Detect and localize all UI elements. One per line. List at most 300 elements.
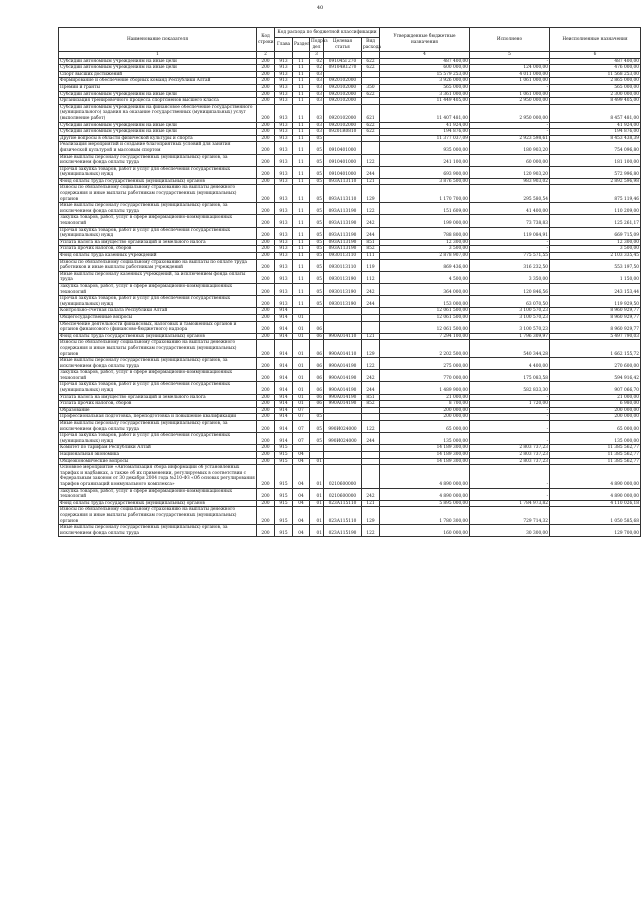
row-executed: 41 400,00 <box>470 203 550 215</box>
row-expense-type <box>362 407 380 414</box>
row-target-article <box>324 445 362 452</box>
row-expense-type: 622 <box>362 122 380 129</box>
row-podrazdel <box>310 308 324 315</box>
row-executed: 3 100 570,23 <box>470 314 550 321</box>
row-expense-type: 851 <box>362 239 380 246</box>
row-glava: 913 <box>275 253 293 260</box>
row-approved: 2 202 500,00 <box>380 340 470 358</box>
row-expense-type <box>362 308 380 315</box>
row-code: 200 <box>257 407 275 414</box>
row-unexecuted: 754 096,80 <box>550 142 641 154</box>
row-expense-type: 244 <box>362 166 380 178</box>
table-row <box>59 333 641 340</box>
row-podrazdel: 03 <box>310 78 324 85</box>
table-row <box>59 308 641 315</box>
row-code: 200 <box>257 129 275 136</box>
row-approved: 14 189 300,00 <box>380 445 470 452</box>
row-glava: 913 <box>275 142 293 154</box>
row-code: 200 <box>257 239 275 246</box>
row-unexecuted: 270 600,00 <box>550 358 641 370</box>
row-executed: 175 083,58 <box>470 370 550 382</box>
row-unexecuted: 21 000,00 <box>550 394 641 401</box>
row-podrazdel: 05 <box>310 246 324 253</box>
row-target-article: 990А014110 <box>324 340 362 358</box>
row-executed: - <box>470 414 550 421</box>
row-razdel: 01 <box>293 333 310 340</box>
row-expense-type: 244 <box>362 296 380 308</box>
row-glava: 913 <box>275 239 293 246</box>
row-glava: 915 <box>275 452 293 459</box>
row-target-article: 0930113190 <box>324 283 362 295</box>
row-executed: 120 903,20 <box>470 166 550 178</box>
row-expense-type: 852 <box>362 401 380 408</box>
row-podrazdel: 05 <box>310 215 324 227</box>
row-podrazdel: 01 <box>310 465 324 488</box>
row-approved: 153 000,00 <box>380 296 470 308</box>
row-name: Иные выплаты персоналу государственных (муниципальных) органов, за исключением фонда оплаты труда <box>59 358 257 370</box>
row-executed: 63 070,50 <box>470 296 550 308</box>
row-glava: 913 <box>275 104 293 122</box>
row-razdel: 11 <box>293 98 310 105</box>
row-unexecuted: 200 000,00 <box>550 407 641 414</box>
row-podrazdel <box>310 314 324 321</box>
table-row <box>59 203 641 215</box>
row-glava: 914 <box>275 340 293 358</box>
row-glava: 914 <box>275 314 293 321</box>
row-unexecuted: 4 890 000,00 <box>550 488 641 500</box>
row-approved: 14 189 300,00 <box>380 452 470 459</box>
row-podrazdel: 03 <box>310 122 324 129</box>
row-expense-type <box>362 98 380 105</box>
table-row <box>59 135 641 142</box>
row-glava: 915 <box>275 500 293 507</box>
row-approved: 364 000,00 <box>380 283 470 295</box>
row-expense-type <box>362 78 380 85</box>
table-row <box>59 500 641 507</box>
column-number <box>293 52 310 59</box>
row-razdel: 11 <box>293 259 310 271</box>
row-name: Уплата налога на имущество организаций и земельного налога <box>59 394 257 401</box>
column-number: 5 <box>470 52 550 59</box>
row-name: Взносы по обязательному социальному страхованию на выплаты денежного содержания и иные выплаты работникам государственных (муниципальных) органов <box>59 185 257 203</box>
row-target-article: 0930113110 <box>324 259 362 271</box>
table-row <box>59 433 641 445</box>
row-name: Общегосударственные вопросы <box>59 314 257 321</box>
row-name: Прочая закупка товаров, работ и услуг для обеспечения государственных (муниципальных) нужд <box>59 382 257 394</box>
row-target-article: 093А113190 <box>324 239 362 246</box>
column-number: 6 <box>550 52 641 59</box>
row-razdel: 04 <box>293 500 310 507</box>
row-expense-type <box>362 142 380 154</box>
row-executed: - <box>470 433 550 445</box>
row-name: Прочая закупка товаров, работ и услуг для обеспечения государственных (муниципальных) нужд <box>59 296 257 308</box>
column-number <box>362 52 380 59</box>
row-code: 200 <box>257 445 275 452</box>
header-code: Код строки <box>257 28 275 52</box>
row-razdel: 11 <box>293 65 310 72</box>
row-name: Фонд оплаты труда государственных (муниципальных) органов <box>59 333 257 340</box>
row-glava: 913 <box>275 129 293 136</box>
row-target-article: 0910401000 <box>324 166 362 178</box>
row-expense-type <box>362 314 380 321</box>
row-code: 200 <box>257 358 275 370</box>
row-code: 200 <box>257 308 275 315</box>
row-executed: - <box>470 421 550 433</box>
row-glava: 913 <box>275 246 293 253</box>
row-code: 200 <box>257 215 275 227</box>
row-name: Иные выплаты персоналу государственных (муниципальных) органов, за исключением фонда оплаты труда <box>59 154 257 166</box>
row-unexecuted: 135 000,00 <box>550 433 641 445</box>
row-unexecuted: 110 209,00 <box>550 203 641 215</box>
row-approved: 770 000,00 <box>380 370 470 382</box>
row-glava: 914 <box>275 414 293 421</box>
row-name: Формирование и обеспечение сборных команд Республики Алтай <box>59 78 257 85</box>
row-unexecuted: 2 103 335,45 <box>550 253 641 260</box>
row-code: 200 <box>257 122 275 129</box>
row-expense-type <box>362 414 380 421</box>
row-expense-type: 122 <box>362 525 380 537</box>
row-approved: 15 579 253,00 <box>380 71 470 78</box>
row-razdel: 11 <box>293 71 310 78</box>
row-razdel: 11 <box>293 296 310 308</box>
row-podrazdel: 06 <box>310 321 324 333</box>
row-target-article <box>324 407 362 414</box>
table-row <box>59 104 641 122</box>
row-executed: - <box>470 58 550 65</box>
page-number: 40 <box>316 5 324 11</box>
row-glava: 913 <box>275 215 293 227</box>
row-unexecuted: 2 892 596,98 <box>550 178 641 185</box>
row-expense-type: 350 <box>362 84 380 91</box>
row-glava: 913 <box>275 65 293 72</box>
row-approved: 11 449 405,00 <box>380 98 470 105</box>
row-expense-type: 244 <box>362 433 380 445</box>
row-target-article <box>324 71 362 78</box>
row-glava: 915 <box>275 488 293 500</box>
row-code: 200 <box>257 65 275 72</box>
row-podrazdel: 06 <box>310 370 324 382</box>
row-name: Иные выплаты персоналу государственных (муниципальных) органов, за исключением фонда оплаты труда <box>59 525 257 537</box>
row-approved: 151 609,00 <box>380 203 470 215</box>
row-razdel: 01 <box>293 370 310 382</box>
row-executed: 1 796 309,97 <box>470 333 550 340</box>
row-approved: 3 876 500,00 <box>380 178 470 185</box>
row-expense-type <box>362 452 380 459</box>
row-podrazdel: 06 <box>310 382 324 394</box>
row-razdel <box>293 445 310 452</box>
row-name: Субсидии автономным учреждениям на иные цели <box>59 129 257 136</box>
table-row <box>59 246 641 253</box>
row-code: 200 <box>257 433 275 445</box>
table-row <box>59 91 641 98</box>
row-glava: 913 <box>275 203 293 215</box>
row-name: Комитет по тарифам Республики Алтай <box>59 445 257 452</box>
row-code: 200 <box>257 98 275 105</box>
row-unexecuted: 594 916,42 <box>550 370 641 382</box>
row-unexecuted: 8 499 405,00 <box>550 98 641 105</box>
row-executed: 540 344,28 <box>470 340 550 358</box>
row-code: 200 <box>257 283 275 295</box>
row-podrazdel: 05 <box>310 433 324 445</box>
table-row <box>59 98 641 105</box>
table-row <box>59 525 641 537</box>
row-target-article <box>324 135 362 142</box>
row-target-article: 990А014190 <box>324 394 362 401</box>
row-expense-type: 621 <box>362 104 380 122</box>
row-expense-type <box>362 71 380 78</box>
table-row <box>59 154 641 166</box>
table-row <box>59 394 641 401</box>
row-name: Иные выплаты персоналу государственных (муниципальных) органов, за исключением фонда оплаты труда <box>59 203 257 215</box>
row-razdel: 04 <box>293 507 310 525</box>
row-name: Прочая закупка товаров, работ и услуг для обеспечения государственных (муниципальных) нужд <box>59 227 257 239</box>
row-approved: 3 926 000,00 <box>380 78 470 85</box>
row-razdel: 11 <box>293 203 310 215</box>
row-code: 200 <box>257 333 275 340</box>
row-code: 200 <box>257 401 275 408</box>
row-podrazdel: 01 <box>310 525 324 537</box>
row-name: Взносы по обязательному социальному страхованию на выплаты денежного содержания и иные выплаты работникам государственных (муниципальных) органов <box>59 340 257 358</box>
row-podrazdel: 06 <box>310 401 324 408</box>
row-glava: 913 <box>275 71 293 78</box>
row-executed: 2 803 737,23 <box>470 452 550 459</box>
row-executed: 316 232,50 <box>470 259 550 271</box>
row-approved: 5 895 000,00 <box>380 500 470 507</box>
row-expense-type: 122 <box>362 154 380 166</box>
row-glava: 914 <box>275 321 293 333</box>
table-row <box>59 227 641 239</box>
header-executed: Исполнено <box>470 28 550 52</box>
row-unexecuted: 8 960 929,77 <box>550 308 641 315</box>
row-unexecuted: 4 890 000,00 <box>550 465 641 488</box>
row-glava: 914 <box>275 308 293 315</box>
row-glava: 913 <box>275 227 293 239</box>
row-code: 200 <box>257 296 275 308</box>
row-executed: 1 061 000,00 <box>470 91 550 98</box>
row-executed: 2 803 737,23 <box>470 458 550 465</box>
row-expense-type: 622 <box>362 65 380 72</box>
row-glava: 914 <box>275 401 293 408</box>
row-razdel: 11 <box>293 122 310 129</box>
row-target-article: 0930113190 <box>324 296 362 308</box>
table-row <box>59 321 641 333</box>
row-podrazdel: 03 <box>310 98 324 105</box>
row-approved: 565 000,00 <box>380 84 470 91</box>
row-expense-type: 129 <box>362 185 380 203</box>
row-expense-type: 242 <box>362 215 380 227</box>
table-row <box>59 445 641 452</box>
row-approved: 600 000,00 <box>380 65 470 72</box>
row-approved: 788 800,00 <box>380 227 470 239</box>
row-approved: 21 000,00 <box>380 394 470 401</box>
row-name: Иные выплаты персоналу казенных учреждений, за исключением фонда оплаты труда <box>59 271 257 283</box>
row-code: 200 <box>257 154 275 166</box>
row-glava: 915 <box>275 445 293 452</box>
row-approved: 135 000,00 <box>380 433 470 445</box>
row-razdel: 04 <box>293 452 310 459</box>
row-code: 200 <box>257 465 275 488</box>
row-name: Закупка товаров, работ, услуг в сфере информационно-коммуникационных технологий <box>59 283 257 295</box>
row-executed: 983 903,02 <box>470 178 550 185</box>
row-name: Национальная экономика <box>59 452 257 459</box>
row-code: 200 <box>257 185 275 203</box>
row-expense-type: 121 <box>362 178 380 185</box>
row-name: Фонд оплаты труда государственных (муниципальных) органов <box>59 500 257 507</box>
row-approved: 4 500,00 <box>380 271 470 283</box>
table-row <box>59 122 641 129</box>
row-expense-type: 122 <box>362 203 380 215</box>
row-approved: 4 890 000,00 <box>380 465 470 488</box>
row-expense-type <box>362 458 380 465</box>
row-target-article: 093А113190 <box>324 215 362 227</box>
row-expense-type: 852 <box>362 246 380 253</box>
row-unexecuted: 129 700,00 <box>550 525 641 537</box>
row-name: Иные выплаты персоналу государственных (муниципальных) органов, за исключением фонда оплаты труда <box>59 421 257 433</box>
row-unexecuted: 476 000,00 <box>550 65 641 72</box>
row-glava: 913 <box>275 154 293 166</box>
row-name: Образование <box>59 407 257 414</box>
row-podrazdel: 05 <box>310 185 324 203</box>
row-glava: 913 <box>275 58 293 65</box>
table-row <box>59 358 641 370</box>
row-razdel <box>293 308 310 315</box>
row-code: 200 <box>257 91 275 98</box>
row-unexecuted: 181 100,00 <box>550 154 641 166</box>
row-target-article: 0920102000 <box>324 91 362 98</box>
row-glava: 914 <box>275 382 293 394</box>
row-razdel: 11 <box>293 178 310 185</box>
row-target-article: 990А014190 <box>324 370 362 382</box>
row-executed: 2 950 000,00 <box>470 98 550 105</box>
table-row <box>59 259 641 271</box>
column-number: 2 <box>257 52 275 59</box>
table-row <box>59 58 641 65</box>
row-code: 200 <box>257 488 275 500</box>
row-glava: 913 <box>275 166 293 178</box>
row-name: Уплата налога на имущество организаций и земельного налога <box>59 239 257 246</box>
row-approved: 935 000,00 <box>380 142 470 154</box>
row-unexecuted: 5 497 790,03 <box>550 333 641 340</box>
row-approved: 241 100,00 <box>380 154 470 166</box>
row-unexecuted: 11 385 562,77 <box>550 458 641 465</box>
row-target-article: 0210600000 <box>324 488 362 500</box>
row-unexecuted: 8 960 929,77 <box>550 321 641 333</box>
table-row <box>59 71 641 78</box>
row-executed: - <box>470 407 550 414</box>
row-executed: 60 000,00 <box>470 154 550 166</box>
row-razdel: 11 <box>293 185 310 203</box>
row-expense-type: 122 <box>362 421 380 433</box>
table-row <box>59 178 641 185</box>
row-expense-type: 242 <box>362 370 380 382</box>
row-name: Реализация мероприятий и создание благоприятных условий для занятия физической культурой и массовым спортом <box>59 142 257 154</box>
row-approved: 3 500,00 <box>380 246 470 253</box>
row-glava: 914 <box>275 333 293 340</box>
row-expense-type: 622 <box>362 58 380 65</box>
row-unexecuted: 2 865 000,00 <box>550 78 641 85</box>
row-razdel: 04 <box>293 488 310 500</box>
row-podrazdel: 05 <box>310 253 324 260</box>
row-podrazdel: 01 <box>310 458 324 465</box>
table-row <box>59 296 641 308</box>
row-code: 200 <box>257 259 275 271</box>
row-glava: 914 <box>275 358 293 370</box>
table-row <box>59 407 641 414</box>
row-podrazdel: 06 <box>310 358 324 370</box>
row-executed: - <box>470 84 550 91</box>
row-approved: 12 061 500,00 <box>380 314 470 321</box>
row-expense-type: 244 <box>362 382 380 394</box>
row-unexecuted: 11 385 562,77 <box>550 445 641 452</box>
row-target-article: 09104R1270 <box>324 65 362 72</box>
row-name: Контрольно-счетная палата Республики Алтай <box>59 308 257 315</box>
row-expense-type: 122 <box>362 358 380 370</box>
table-row <box>59 401 641 408</box>
row-podrazdel: 03 <box>310 71 324 78</box>
row-razdel: 11 <box>293 239 310 246</box>
table-row <box>59 129 641 136</box>
row-unexecuted: 487 400,00 <box>550 58 641 65</box>
row-name: Спорт высших достижений <box>59 71 257 78</box>
row-approved: 275 000,00 <box>380 358 470 370</box>
row-glava: 914 <box>275 433 293 445</box>
row-code: 200 <box>257 227 275 239</box>
row-target-article: 0930113110 <box>324 253 362 260</box>
column-number <box>275 52 293 59</box>
table-row <box>59 84 641 91</box>
row-glava: 913 <box>275 283 293 295</box>
row-podrazdel: 05 <box>310 414 324 421</box>
table-body <box>59 58 641 537</box>
row-expense-type: 244 <box>362 227 380 239</box>
row-podrazdel: 02 <box>310 65 324 72</box>
row-unexecuted: 8 453 438,39 <box>550 135 641 142</box>
row-executed: 4 400,00 <box>470 358 550 370</box>
row-razdel: 01 <box>293 340 310 358</box>
row-target-article <box>324 452 362 459</box>
row-approved: 869 436,00 <box>380 259 470 271</box>
row-glava: 913 <box>275 296 293 308</box>
table-row <box>59 283 641 295</box>
row-glava: 914 <box>275 394 293 401</box>
row-unexecuted: 65 000,00 <box>550 421 641 433</box>
table-row <box>59 488 641 500</box>
row-approved: 8 700,00 <box>380 401 470 408</box>
row-code: 200 <box>257 142 275 154</box>
table-row <box>59 65 641 72</box>
row-name: Закупка товаров, работ, услуг в сфере информационно-коммуникационных технологий <box>59 215 257 227</box>
table-row <box>59 253 641 260</box>
row-name: Общеэкономические вопросы <box>59 458 257 465</box>
header-classification: Код расхода по бюджетной классификации <box>275 28 380 38</box>
row-target-article: 093А113110 <box>324 185 362 203</box>
row-razdel: 01 <box>293 321 310 333</box>
table-row <box>59 142 641 154</box>
row-approved: 11 377 037,09 <box>380 135 470 142</box>
row-podrazdel <box>310 452 324 459</box>
row-executed: 2 950 000,00 <box>470 104 550 122</box>
row-glava: 913 <box>275 122 293 129</box>
header-glava: Глава <box>275 38 293 52</box>
header-approved: Утвержденные бюджетные назначения <box>380 28 470 52</box>
row-target-article: 990И024000 <box>324 433 362 445</box>
row-name: Фонд оплаты труда казенных учреждений <box>59 253 257 260</box>
row-approved: 12 061 500,00 <box>380 321 470 333</box>
row-name: Премии и гранты <box>59 84 257 91</box>
row-unexecuted: 669 715,09 <box>550 227 641 239</box>
row-unexecuted: 572 996,80 <box>550 166 641 178</box>
row-target-article: 990И024000 <box>324 421 362 433</box>
